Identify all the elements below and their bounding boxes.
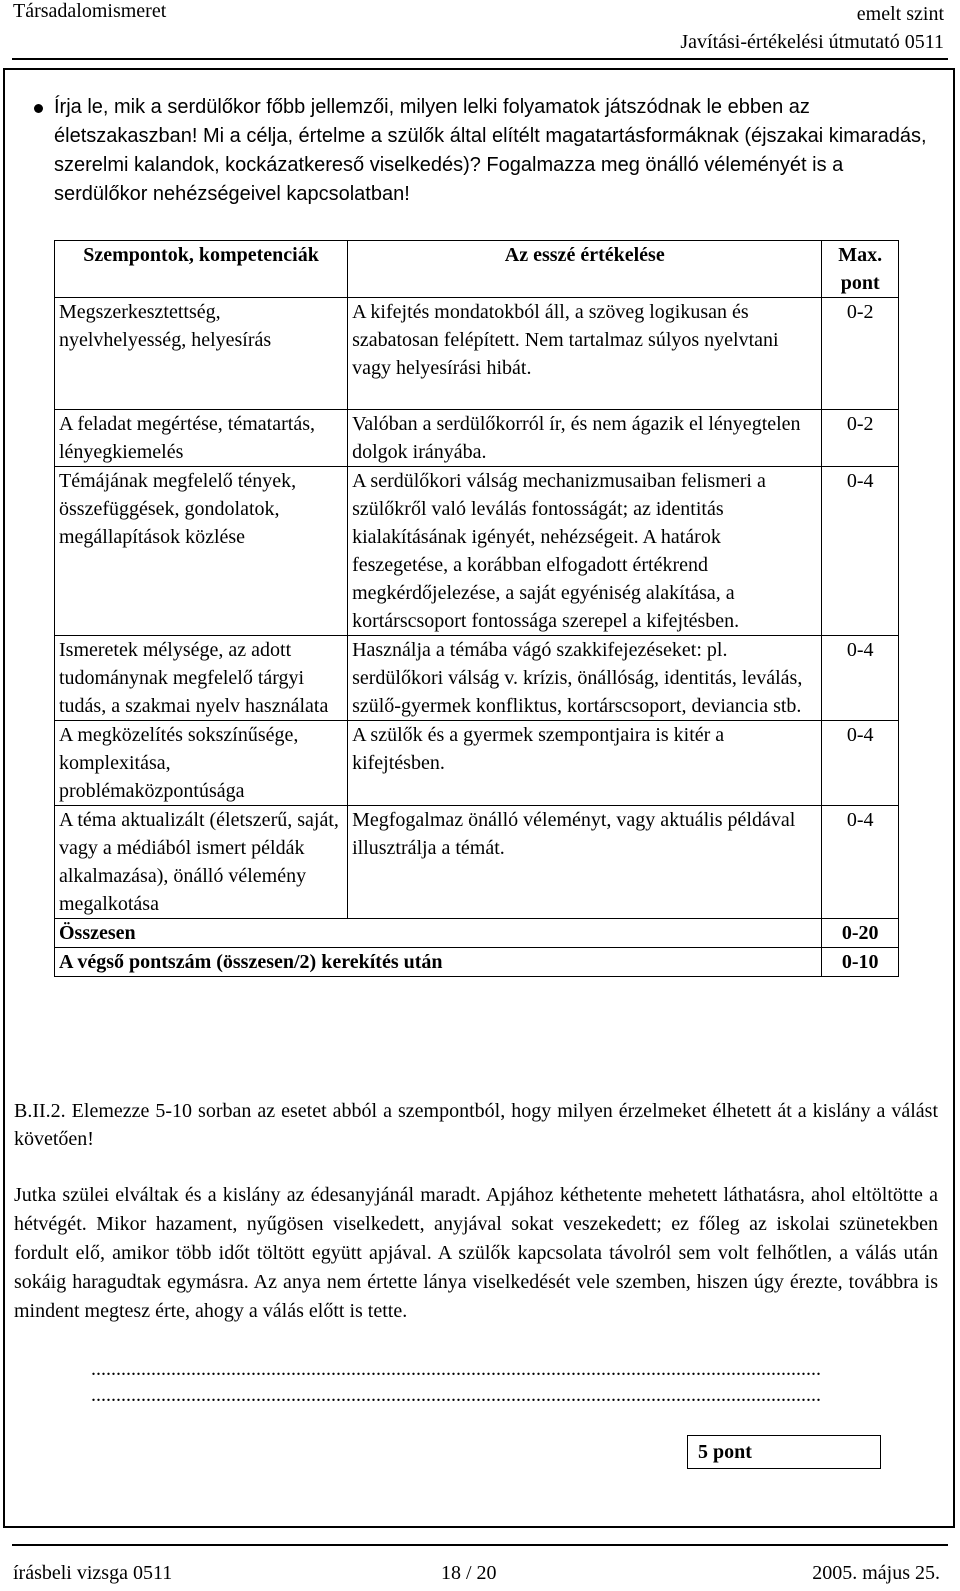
scoring-table [54,240,899,977]
table-header-row [55,241,899,298]
essay-question-text: Írja le, mik a serdülőkor főbb jellemzői, milyen lelki folyamatok játszódnak le ebben az életszakaszban! Mi a célja, értelme a szülők által elítélt magatartásformáknak (éjszakai kimaradás, szerelmi kalandok, kockázatkereső viselkedés)? Fogalmazza meg önálló véleményét is a serdülőkor nehézségeivel kapcsolatban! [54,96,927,205]
task-instruction: B.II.2. Elemezze 5-10 sorban az esetet abból a szempontból, hogy milyen érzelmeket élhetett át a kislány a válást követően! [14,1100,938,1150]
final-score-label: A végső pontszám (összesen/2) kerekítés után [55,948,822,977]
table-header-criteria: Szempontok, kompetenciák [55,241,348,298]
points-cell: 0-4 [822,467,899,636]
evaluation-cell: Használja a témába vágó szakkifejezéseket: pl. serdülőkori válság v. krízis, önállóság, identitás, leválás, szülő-gyermek konfliktus, kortárscsoport, deviancia stb. [348,636,822,721]
points-cell: 0-4 [822,636,899,721]
bullet-icon [34,104,43,113]
header-level: emelt szint [856,3,944,25]
final-score-points: 0-10 [822,948,899,977]
evaluation-cell: Megfogalmaz önálló véleményt, vagy aktuális példával illusztrálja a témát. [348,806,822,919]
points-cell: 0-4 [822,721,899,806]
answer-line: .................................................................................................................................................. [91,1358,821,1380]
total-label: Összesen [55,919,822,948]
evaluation-cell: A serdülőkori válság mechanizmusaiban felismeri a szülőkről való leválás fontosságát; az identitás kialakításának igényét, nehézségeit. A határok feszegetése, a korábban elfogadott értékrend megkérdőjelezése, a saját egyéniség alakítása, a kortárscsoport fontossága szerepel a kifejtésben. [348,467,822,636]
header-subject: Társadalomismeret [13,0,167,22]
evaluation-cell: A szülők és a gyermek szempontjaira is kitér a kifejtésben. [348,721,822,806]
footer-divider [12,1544,948,1546]
criterion-cell: A megközelítés sokszínűsége, komplexitása, problémaközpontúsága [55,721,348,806]
table-row [55,298,899,410]
table-row [55,721,899,806]
footer-exam: írásbeli vizsga 0511 [13,1562,173,1584]
total-row [55,919,899,948]
essay-question [54,93,934,209]
footer-date: 2005. május 25. [812,1562,940,1584]
evaluation-cell: A kifejtés mondatokból áll, a szöveg logikusan és szabatosan felépített. Nem tartalmaz súlyos nyelvtani vagy helyesírási hibát. [348,298,822,410]
header-guide: Javítási-értékelési útmutató 0511 [680,31,944,53]
table-row [55,636,899,721]
final-score-row [55,948,899,977]
criterion-cell: A téma aktualizált (életszerű, saját, vagy a médiából ismert példák alkalmazása), önálló vélemény megalkotása [55,806,348,919]
footer-page-number: 18 / 20 [441,1562,497,1584]
criterion-cell: Megszerkesztettség, nyelvhelyesség, helyesírás [55,298,348,410]
criterion-cell: Témájának megfelelő tények, összefüggések, gondolatok, megállapítások közlése [55,467,348,636]
evaluation-cell: Valóban a serdülőkorról ír, és nem ágazik el lényegtelen dolgok irányába. [348,410,822,467]
table-row [55,410,899,467]
table-row [55,467,899,636]
points-cell: 0-2 [822,410,899,467]
table-row [55,806,899,919]
points-cell: 0-2 [822,298,899,410]
table-header-evaluation: Az esszé értékelése [348,241,822,298]
answer-line: .................................................................................................................................................. [91,1384,821,1406]
table-header-max-points: Max. pont [822,241,899,298]
header-divider [12,58,948,60]
points-box: 5 pont [687,1435,881,1469]
points-cell: 0-4 [822,806,899,919]
case-story: Jutka szülei elváltak és a kislány az édesanyjánál maradt. Apjához kéthetente mehetett láthatásra, ahol eltöltötte a hétvégét. Mikor hazament, nyűgösen viselkedett, anyjával sokat veszekedett; ez főleg az iskolai szünetekben fordult elő, amikor több időt töltött együtt apjával. A szülők kapcsolata távolról sem volt felhőtlen, a válás után sokáig haragudtak egymásra. Az anya nem értette lánya viselkedését vele szemben, hiszen úgy érezte, továbbra is mindent megtesz érte, ahogy a válás előtt is tette. [14,1184,938,1322]
header-right [680,0,944,56]
criterion-cell: Ismeretek mélysége, az adott tudománynak megfelelő tárgyi tudás, a szakmai nyelv használata [55,636,348,721]
total-points: 0-20 [822,919,899,948]
criterion-cell: A feladat megértése, tématartás, lényegkiemelés [55,410,348,467]
